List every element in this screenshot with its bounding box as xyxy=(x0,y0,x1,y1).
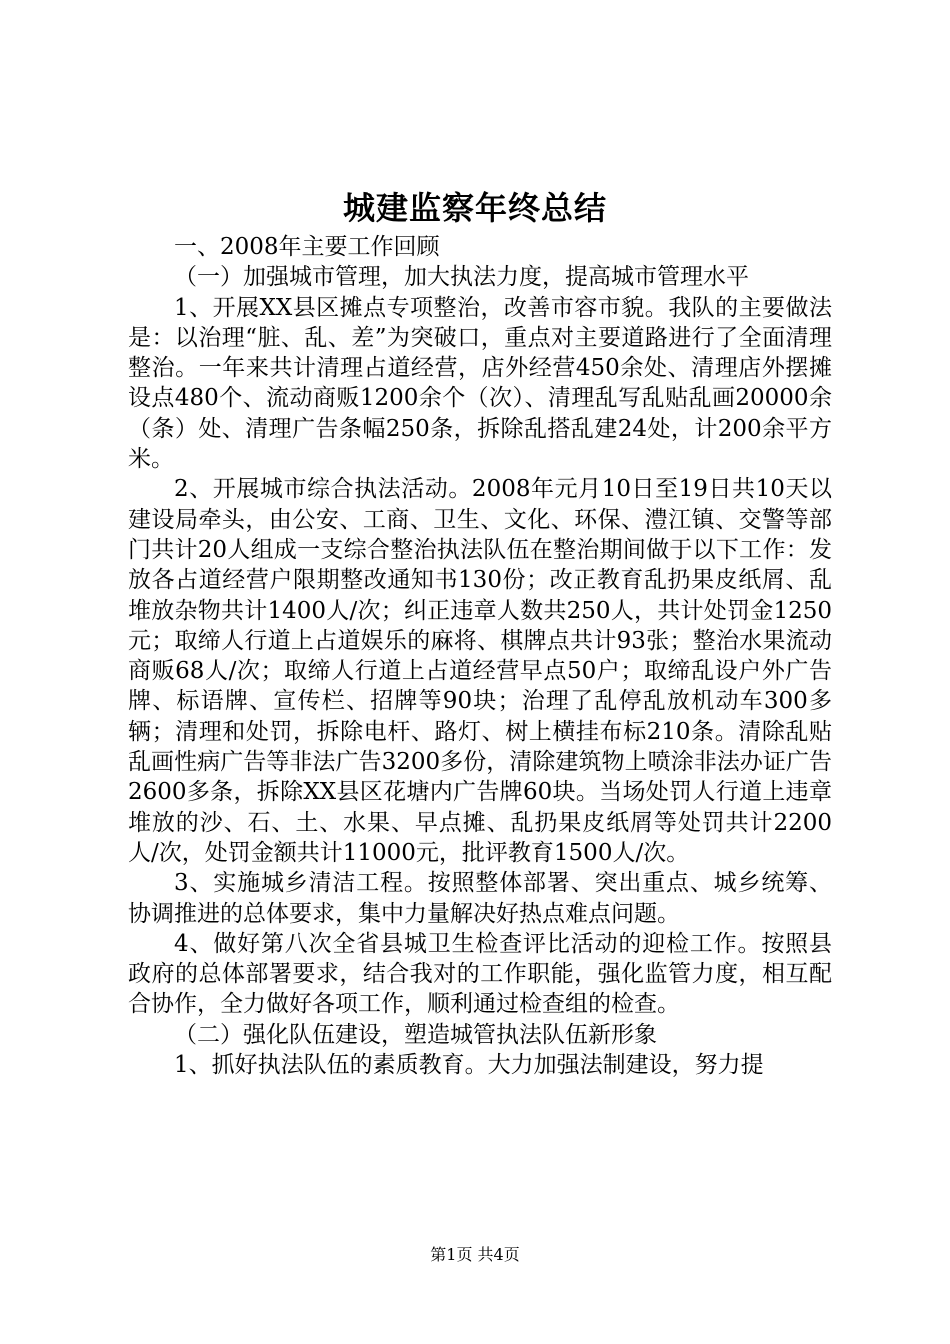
page-footer: 第1页 共4页 xyxy=(430,1245,520,1264)
body-paragraph: 4、做好第八次全省县城卫生检查评比活动的迎检工作。按照县政府的总体部署要求，结合我对的工作职能，强化监管力度，相互配合协作，全力做好各项工作，顺利通过检查组的检查。 xyxy=(128,930,832,1018)
subsection-heading: （一）加强城市管理，加大执法力度，提高城市管理水平 xyxy=(174,264,749,291)
document-body xyxy=(128,232,832,1080)
body-paragraph: 2、开展城市综合执法活动。2008年元月10日至19日共10天以建设局牵头，由公安、工商、卫生、文化、环保、澧江镇、交警等部门共计20人组成一支综合整治执法队伍在整治期间做于以下工作：发放各占道经营户限期整改通知书130份；改正教育乱扔果皮纸屑、乱堆放杂物共计1400人/次；纠正违章人数共250人，共计处罚金1250元；取缔人行道上占道娱乐的麻将、棋牌点共计93张；整治水果流动商贩68人/次；取缔人行道上占道经营早点50户；取缔乱设户外广告牌、标语牌、宣传栏、招牌等90块；治理了乱停乱放机动车300多辆；清理和处罚，拆除电杆、路灯、树上横挂布标210条。清除乱贴乱画性病广告等非法广告3200多份，清除建筑物上喷涂非法办证广告2600多条，拆除XX县区花塘内广告牌60块。当场处罚人行道上违章堆放的沙、石、土、水果、早点摊、乱扔果皮纸屑等处罚共计2200人/次，处罚金额共计11000元，批评教育1500人/次。 xyxy=(128,476,832,866)
body-paragraph: 1、抓好执法队伍的素质教育。大力加强法制建设，努力提 xyxy=(174,1052,764,1079)
document-title: 城建监察年终总结 xyxy=(342,189,607,227)
body-paragraph: 1、开展XX县区摊点专项整治，改善市容市貌。我队的主要做法是：以治理“脏、乱、差”为突破口，重点对主要道路进行了全面清理整治。一年来共计清理占道经营，店外经营450余处、清理店外摆摊设点480个、流动商贩1200余个（次）、清理乱写乱贴乱画20000余（条）处、清理广告条幅250条，拆除乱搭乱建24处，计200余平方米。 xyxy=(128,294,832,473)
body-paragraph: 3、实施城乡清洁工程。按照整体部署、突出重点、城乡统筹、协调推进的总体要求，集中力量解决好热点难点问题。 xyxy=(128,870,832,927)
section-heading: 一、2008年主要工作回顾 xyxy=(174,234,440,260)
subsection-heading: （二）强化队伍建设，塑造城管执法队伍新形象 xyxy=(174,1021,657,1048)
